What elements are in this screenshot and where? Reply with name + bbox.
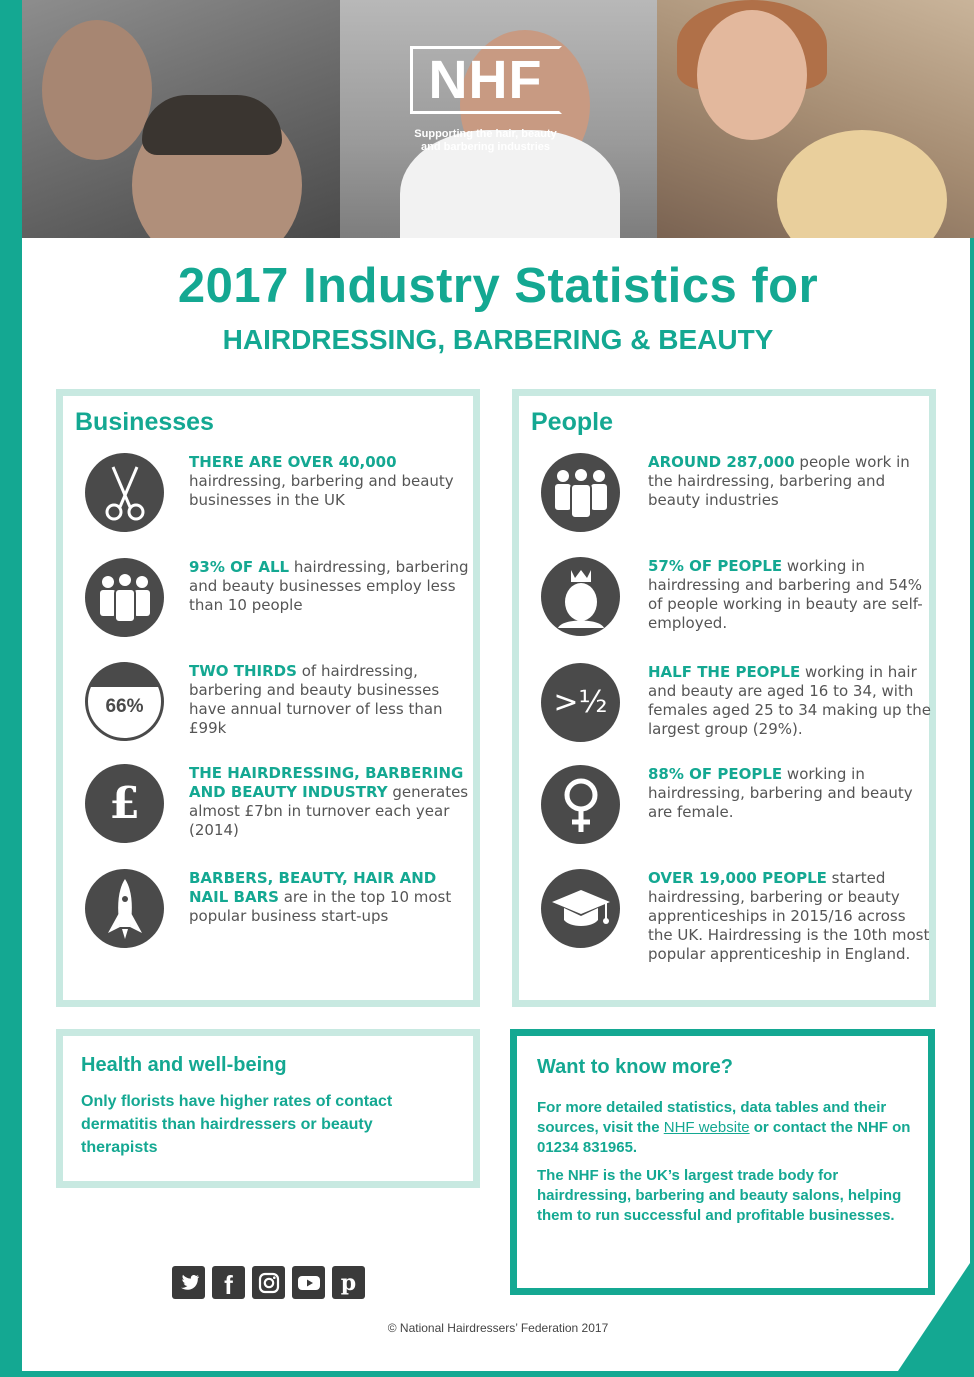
stat-body: hairdressing, barbering and beauty businesses in the UK: [189, 472, 454, 509]
rocket-icon: [85, 869, 164, 948]
stat-highlight: THERE ARE OVER 40,000: [189, 453, 397, 471]
people-stat: [531, 765, 926, 855]
stat-highlight: OVER 19,000 PEOPLE: [648, 869, 827, 887]
tagline-line-2: and barbering industries: [421, 141, 550, 153]
nhf-logo[interactable]: [398, 46, 573, 154]
stat-body: hairdressing, barbering and beauty businesses employ less than 10 people: [189, 558, 469, 614]
more-info-section: [510, 1029, 935, 1295]
business-stat: [75, 764, 470, 854]
more-text-after-link: or contact the NHF on 01234 831965.: [537, 1119, 911, 1156]
more-paragraph-2: The NHF is the UK’s largest trade body for hairdressing, barbering and beauty salons, helping them to run successful and profitable businesses.: [537, 1167, 902, 1224]
stat-body: people work in the hairdressing, barbering and beauty industries: [648, 453, 910, 509]
pinterest-icon[interactable]: p: [332, 1266, 365, 1299]
more-paragraph-1: [537, 1098, 917, 1158]
group-icon: [85, 558, 164, 637]
stat-highlight: BARBERS, BEAUTY, HAIR AND NAIL BARS: [189, 869, 437, 906]
logo-wordmark: NHF: [410, 46, 562, 114]
stat-highlight: TWO THIRDS: [189, 662, 297, 680]
stat-text: [648, 453, 933, 510]
page-subtitle: HAIRDRESSING, BARBERING & BEAUTY: [222, 324, 774, 355]
stat-highlight: 57% OF PEOPLE: [648, 557, 783, 575]
twitter-icon[interactable]: [172, 1266, 205, 1299]
people-stat: [531, 453, 926, 543]
right-frame-bar: [970, 238, 974, 1377]
stat-body: working in hairdressing, barbering and beauty are female.: [648, 765, 913, 821]
stat-text: [648, 557, 933, 633]
people-stat: [531, 869, 930, 963]
facebook-icon[interactable]: f: [212, 1266, 245, 1299]
stat-body: working in hairdressing and barbering and 54% of people working in beauty are self-employed.: [648, 557, 923, 632]
stat-body: of hairdressing, barbering and beauty businesses have annual turnover of less than £99k: [189, 662, 443, 737]
female-symbol-icon: [541, 765, 620, 844]
stat-body: working in hair and beauty are aged 16 to 34, with females aged 25 to 34 making up the largest group (29%).: [648, 663, 931, 738]
business-stat: [75, 558, 470, 648]
social-links: [172, 1266, 365, 1299]
bottom-frame-bar: [0, 1371, 974, 1377]
people-stat: [531, 557, 926, 647]
percent-66-icon: [85, 662, 164, 741]
tagline-line-1: Supporting the hair, beauty: [414, 128, 557, 140]
instagram-icon[interactable]: [252, 1266, 285, 1299]
scissors-icon: [85, 453, 164, 532]
stat-body: are in the top 10 most popular business start-ups: [189, 888, 452, 925]
icon-label: 66%: [105, 695, 144, 717]
people-title: People: [531, 408, 613, 436]
stat-text: [189, 662, 474, 738]
stat-highlight: THE HAIRDRESSING, BARBERING AND BEAUTY INDUSTRY: [189, 764, 464, 801]
stat-body: started hairdressing, barbering or beauty apprenticeships in 2015/16 across the UK. Hairdressing is the 10th most popular apprenticeship in England.: [648, 869, 930, 963]
business-stat: [75, 869, 470, 959]
barber-photo: [22, 0, 340, 238]
stat-text: [189, 764, 474, 840]
pound-icon: [85, 764, 164, 843]
business-stat: [75, 662, 470, 752]
stat-highlight: AROUND 287,000: [648, 453, 795, 471]
crowned-person-icon: [541, 557, 620, 636]
health-title: Health and well-being: [81, 1054, 287, 1076]
health-section: [56, 1029, 480, 1188]
page-title: 2017 Industry Statistics for: [177, 259, 819, 313]
stat-body: generates almost £7bn in turnover each year (2014): [189, 783, 469, 839]
graduation-cap-icon: [541, 869, 620, 948]
icon-label: £: [109, 778, 140, 829]
people-stat: [531, 663, 931, 753]
youtube-icon[interactable]: [292, 1266, 325, 1299]
stat-highlight: HALF THE PEOPLE: [648, 663, 801, 681]
nhf-website-link[interactable]: NHF website: [663, 1119, 750, 1136]
half-icon: [541, 663, 620, 742]
stat-text: [189, 558, 474, 615]
copyright-footer: © National Hairdressers’ Federation 2017: [387, 1321, 609, 1335]
icon-label: >½: [553, 685, 608, 720]
corner-triangle: [894, 1257, 974, 1377]
stat-text: [648, 869, 933, 964]
stat-text: [648, 663, 933, 739]
logo-tagline: [398, 128, 573, 154]
people-section: [512, 389, 936, 1007]
health-text: Only florists have higher rates of contact dermatitis than hairdressers or beauty therapists: [81, 1093, 393, 1156]
businesses-title: Businesses: [75, 408, 214, 436]
more-title: Want to know more?: [537, 1056, 733, 1078]
stat-highlight: 93% OF ALL: [189, 558, 290, 576]
stat-text: [189, 869, 474, 926]
stat-highlight: 88% OF PEOPLE: [648, 765, 783, 783]
stat-text: [189, 453, 474, 510]
crowd-icon: [541, 453, 620, 532]
businesses-section: [56, 389, 480, 1007]
business-stat: [75, 453, 470, 543]
stat-text: [648, 765, 933, 822]
more-text-before-link: For more detailed statistics, data tables and their sources, visit the: [537, 1099, 887, 1136]
left-frame-bar: [0, 0, 22, 1377]
hairdresser-photo: [657, 0, 974, 238]
